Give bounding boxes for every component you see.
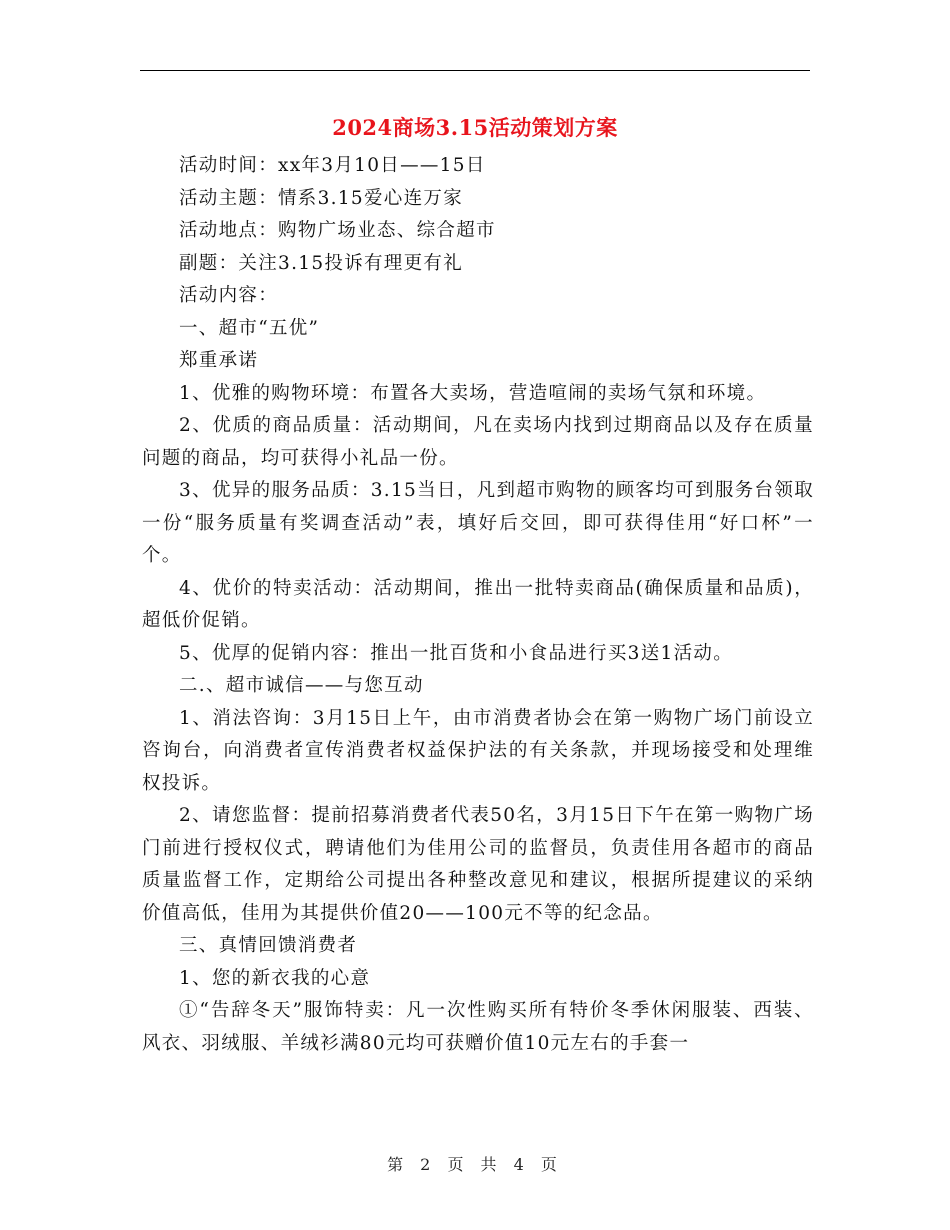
paragraph: 5、优厚的促销内容：推出一批百货和小食品进行买3送1活动。 <box>179 642 734 664</box>
paragraph: ①“告辞冬天”服饰特卖：凡一次性购买所有特价冬季休闲服装、西装、风衣、羽绒服、羊绒衫满80元均可获赠价值10元左右的手套一 <box>142 1000 814 1054</box>
paragraph: 副题：关注3.15投诉有理更有礼 <box>179 252 463 274</box>
paragraph: 2、优质的商品质量：活动期间，凡在卖场内找到过期商品以及存在质量问题的商品，均可获得小礼品一份。 <box>142 415 814 469</box>
paragraph: 3、优异的服务品质：3.15当日，凡到超市购物的顾客均可到服务台领取一份“服务质量有奖调查活动”表，填好后交回，即可获得佳用“好口杯”一个。 <box>142 480 814 566</box>
paragraph: 活动时间：xx年3月10日——15日 <box>179 155 486 176</box>
page-footer: 第 2 页 共 4 页 <box>387 1155 563 1174</box>
section-heading: 二.、超市诚信——与您互动 <box>179 675 424 696</box>
paragraph: 4、优价的特卖活动：活动期间，推出一批特卖商品(确保质量和品质)，超低价促销。 <box>142 577 814 631</box>
paragraph: 2、请您监督：提前招募消费者代表50名，3月15日下午在第一购物广场门前进行授权仪式，聘请他们为佳用公司的监督员，负责佳用各超市的商品质量监督工作，定期给公司提出各种整改意见和建议，根据所提建议的采纳价值高低，佳用为其提供价值20——100元不等的纪念品。 <box>142 805 814 924</box>
header-rule <box>140 70 810 71</box>
paragraph: 1、消法咨询：3月15日上午，由市消费者协会在第一购物广场门前设立咨询台，向消费者宣传消费者权益保护法的有关条款，并现场接受和处理维权投诉。 <box>142 707 814 794</box>
paragraph: 活动主题：情系3.15爱心连万家 <box>179 187 463 209</box>
document-body <box>142 150 814 1060</box>
paragraph: 1、优雅的购物环境：布置各大卖场，营造喧闹的卖场气氛和环境。 <box>179 382 767 404</box>
paragraph: 1、您的新衣我的心意 <box>179 967 371 989</box>
section-heading: 三、真情回馈消费者 <box>179 935 358 956</box>
paragraph: 郑重承诺 <box>179 350 259 371</box>
paragraph: 活动内容： <box>179 285 279 306</box>
document-title: 2024商场3.15活动策划方案 <box>332 115 618 140</box>
section-heading: 一、超市“五优” <box>179 317 320 339</box>
paragraph: 活动地点：购物广场业态、综合超市 <box>179 220 496 241</box>
